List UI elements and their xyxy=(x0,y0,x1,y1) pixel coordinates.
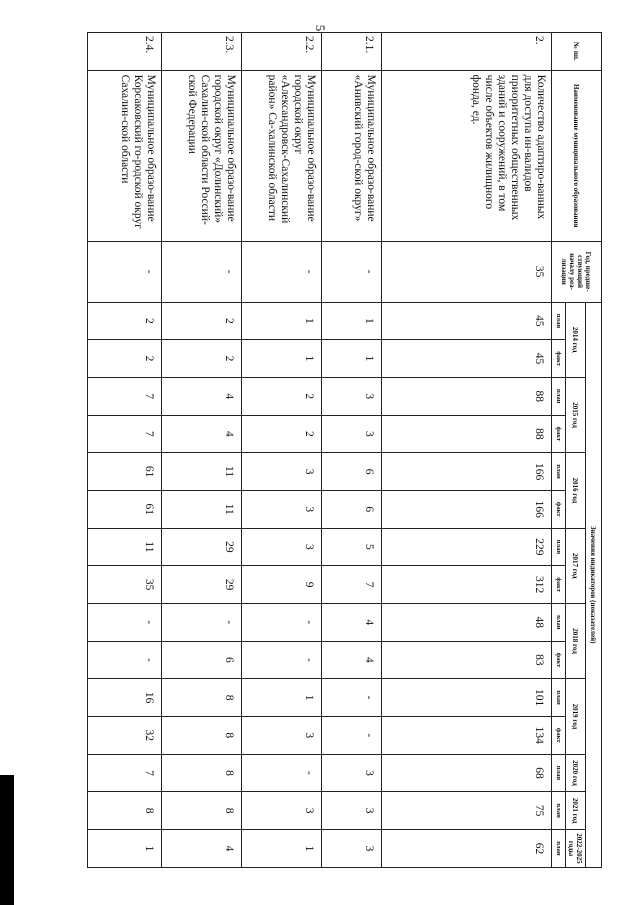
indicator-value: 61 xyxy=(88,453,162,491)
indicator-value: 2 xyxy=(242,415,322,453)
header-fact: факт xyxy=(552,566,566,604)
table-row xyxy=(88,33,162,868)
indicator-value: - xyxy=(162,603,242,641)
header-year-2015: 2015 год xyxy=(566,377,586,452)
indicator-value: 7 xyxy=(322,566,382,604)
indicator-value: 8 xyxy=(162,792,242,830)
indicator-value: 4 xyxy=(162,415,242,453)
indicator-value: 312 xyxy=(382,566,552,604)
indicator-value: - xyxy=(242,603,322,641)
indicator-value: 1 xyxy=(88,829,162,867)
indicator-value: 3 xyxy=(322,415,382,453)
header-year-2016: 2016 год xyxy=(566,453,586,528)
indicator-value: 2 xyxy=(88,340,162,378)
indicator-value: 8 xyxy=(88,792,162,830)
indicator-value: 229 xyxy=(382,528,552,566)
indicator-value: 3 xyxy=(322,792,382,830)
header-year-2022-2025: 2022-2025 годы xyxy=(566,829,586,867)
row-number: 2.3. xyxy=(162,33,242,71)
indicator-value: 1 xyxy=(242,302,322,340)
indicator-value: 7 xyxy=(88,415,162,453)
indicator-value: 3 xyxy=(242,792,322,830)
page-number: 5 xyxy=(313,24,328,32)
indicator-value: 83 xyxy=(382,641,552,679)
indicator-value: 3 xyxy=(322,377,382,415)
indicator-value: 3 xyxy=(242,716,322,754)
row-number: 2. xyxy=(382,33,552,71)
indicator-value: 2 xyxy=(242,377,322,415)
header-year-2021: 2021 год xyxy=(566,792,586,830)
header-no: № пп. xyxy=(552,33,602,71)
indicator-value: 8 xyxy=(162,679,242,717)
indicator-value: 3 xyxy=(242,490,322,528)
indicator-value: 11 xyxy=(88,528,162,566)
indicator-value: 35 xyxy=(88,566,162,604)
indicator-value: 45 xyxy=(382,340,552,378)
indicator-value: 1 xyxy=(322,302,382,340)
indicator-value: 1 xyxy=(322,340,382,378)
indicator-value: 2 xyxy=(162,302,242,340)
header-indicators: Значения индикаторов (показателей) xyxy=(586,302,602,867)
row-name: Количество адаптиро-ванных для доступа ин-валидов приоритетных общественных зданий и сооружений, в том числе объектов жилищного фонда, ед. xyxy=(382,70,552,241)
table-row xyxy=(162,33,242,868)
row-name: Муниципальное образо-вание городской округ «Долинский» Сахалин-ской области Россий-ской Федерации xyxy=(162,70,242,241)
indicator-value: 1 xyxy=(242,340,322,378)
indicator-value: 88 xyxy=(382,415,552,453)
indicator-value: 62 xyxy=(382,829,552,867)
indicator-value: 4 xyxy=(162,377,242,415)
header-plan: план xyxy=(552,528,566,566)
row-prev-year-value: - xyxy=(242,241,322,302)
indicator-value: - xyxy=(322,716,382,754)
indicator-value: 4 xyxy=(322,641,382,679)
scan-edge-bar xyxy=(0,775,14,905)
header-year-2014: 2014 год xyxy=(566,302,586,377)
indicator-value: 61 xyxy=(88,490,162,528)
header-fact: факт xyxy=(552,716,566,754)
row-number: 2.2. xyxy=(242,33,322,71)
header-plan: план xyxy=(552,829,566,867)
indicator-value: 29 xyxy=(162,566,242,604)
indicator-value: - xyxy=(242,641,322,679)
row-prev-year-value: 35 xyxy=(382,241,552,302)
row-name: Муниципальное образо-вание городской округ «Александровск-Сахалинский район» Са-халинской области xyxy=(242,70,322,241)
indicator-value: 5 xyxy=(322,528,382,566)
indicator-value: 2 xyxy=(162,340,242,378)
header-year-2018: 2018 год xyxy=(566,603,586,678)
header-plan: план xyxy=(552,754,566,792)
indicator-value: 6 xyxy=(162,641,242,679)
header-fact: факт xyxy=(552,490,566,528)
row-name: Муниципальное образо-вание «Анивский город-ской округ» xyxy=(322,70,382,241)
header-name: Наименование муниципального образования xyxy=(552,70,602,241)
header-plan: план xyxy=(552,453,566,491)
indicator-value: 8 xyxy=(162,754,242,792)
indicator-value: 16 xyxy=(88,679,162,717)
row-name: Муниципальное образо-вание Корсаковский го-родской округ Сахалин-ской области xyxy=(88,70,162,241)
indicator-value: 45 xyxy=(382,302,552,340)
indicator-value: 48 xyxy=(382,603,552,641)
indicator-value: 7 xyxy=(88,377,162,415)
indicator-value: 1 xyxy=(242,679,322,717)
indicator-value: 29 xyxy=(162,528,242,566)
indicator-value: 1 xyxy=(242,829,322,867)
indicator-value: 134 xyxy=(382,716,552,754)
indicator-value: 7 xyxy=(88,754,162,792)
indicator-value: 3 xyxy=(242,528,322,566)
header-plan: план xyxy=(552,377,566,415)
header-year-2019: 2019 год xyxy=(566,679,586,754)
indicator-value: 88 xyxy=(382,377,552,415)
indicator-value: 11 xyxy=(162,453,242,491)
header-plan: план xyxy=(552,603,566,641)
table-row xyxy=(322,33,382,868)
indicator-value: 166 xyxy=(382,453,552,491)
indicator-value: 4 xyxy=(322,603,382,641)
header-prev-year: Год, предше-ствующий началу реа-лизации xyxy=(552,241,602,302)
row-prev-year-value: - xyxy=(88,241,162,302)
header-fact: факт xyxy=(552,340,566,378)
header-plan: план xyxy=(552,792,566,830)
table-row xyxy=(242,33,322,868)
indicator-value: 11 xyxy=(162,490,242,528)
indicator-value: 3 xyxy=(322,829,382,867)
indicator-value: 4 xyxy=(162,829,242,867)
indicators-table xyxy=(87,32,602,868)
indicator-value: - xyxy=(242,754,322,792)
indicator-value: 68 xyxy=(382,754,552,792)
indicator-value: 6 xyxy=(322,490,382,528)
row-number: 2.4. xyxy=(88,33,162,71)
table-body xyxy=(88,33,552,868)
indicator-value: 2 xyxy=(88,302,162,340)
header-plan: план xyxy=(552,302,566,340)
indicator-value: 32 xyxy=(88,716,162,754)
row-prev-year-value: - xyxy=(162,241,242,302)
row-prev-year-value: - xyxy=(322,241,382,302)
indicator-value: 101 xyxy=(382,679,552,717)
row-number: 2.1. xyxy=(322,33,382,71)
header-year-2020: 2020 год xyxy=(566,754,586,792)
header-plan: план xyxy=(552,679,566,717)
indicator-value: 6 xyxy=(322,453,382,491)
indicator-value: - xyxy=(88,641,162,679)
indicator-value: 75 xyxy=(382,792,552,830)
header-year-2017: 2017 год xyxy=(566,528,586,603)
indicator-value: 3 xyxy=(322,754,382,792)
indicator-value: 3 xyxy=(242,453,322,491)
indicator-value: 9 xyxy=(242,566,322,604)
indicator-value: 8 xyxy=(162,716,242,754)
indicator-value: - xyxy=(322,679,382,717)
header-fact: факт xyxy=(552,641,566,679)
indicator-value: - xyxy=(88,603,162,641)
table-row xyxy=(382,33,552,868)
rotated-table-wrapper xyxy=(94,32,602,868)
indicator-value: 166 xyxy=(382,490,552,528)
header-fact: факт xyxy=(552,415,566,453)
